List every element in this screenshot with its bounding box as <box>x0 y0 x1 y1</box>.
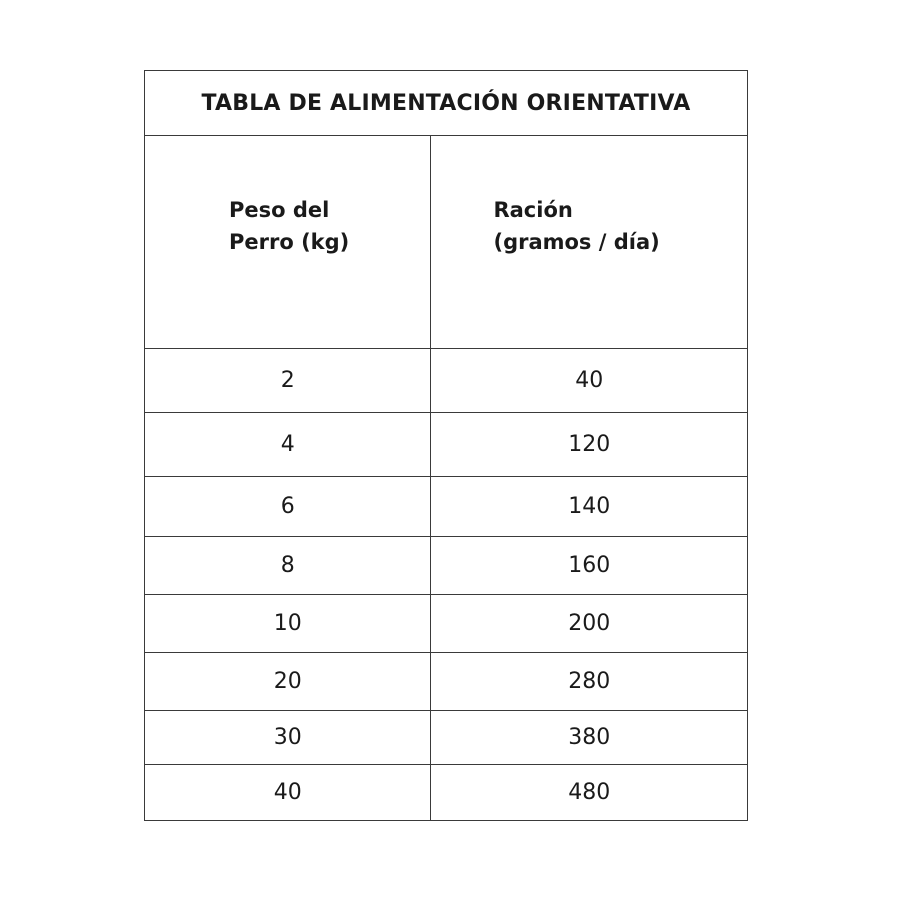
weight-cell: 10 <box>145 595 431 653</box>
weight-cell: 2 <box>145 349 431 413</box>
table-row <box>145 349 748 413</box>
table-row <box>145 711 748 765</box>
header-dog-weight-line2: Perro (kg) <box>229 230 350 254</box>
ration-cell: 380 <box>431 711 748 765</box>
table-row <box>145 413 748 477</box>
ration-cell: 200 <box>431 595 748 653</box>
ration-cell: 280 <box>431 653 748 711</box>
weight-cell: 4 <box>145 413 431 477</box>
ration-cell: 120 <box>431 413 748 477</box>
ration-cell: 40 <box>431 349 748 413</box>
header-ration <box>431 136 748 349</box>
table-row <box>145 765 748 821</box>
table-row <box>145 537 748 595</box>
table-title: TABLA DE ALIMENTACIÓN ORIENTATIVA <box>145 71 748 136</box>
weight-cell: 6 <box>145 477 431 537</box>
weight-cell: 8 <box>145 537 431 595</box>
table-row <box>145 653 748 711</box>
ration-cell: 480 <box>431 765 748 821</box>
title-row <box>145 71 748 136</box>
header-dog-weight-line1: Peso del <box>229 198 330 222</box>
header-dog-weight <box>145 136 431 349</box>
weight-cell: 20 <box>145 653 431 711</box>
header-row <box>145 136 748 349</box>
table-row <box>145 477 748 537</box>
ration-cell: 140 <box>431 477 748 537</box>
ration-cell: 160 <box>431 537 748 595</box>
weight-cell: 40 <box>145 765 431 821</box>
weight-cell: 30 <box>145 711 431 765</box>
table-row <box>145 595 748 653</box>
header-ration-line2: (gramos / día) <box>493 230 660 254</box>
feeding-table <box>144 70 748 821</box>
header-ration-line1: Ración <box>493 198 573 222</box>
